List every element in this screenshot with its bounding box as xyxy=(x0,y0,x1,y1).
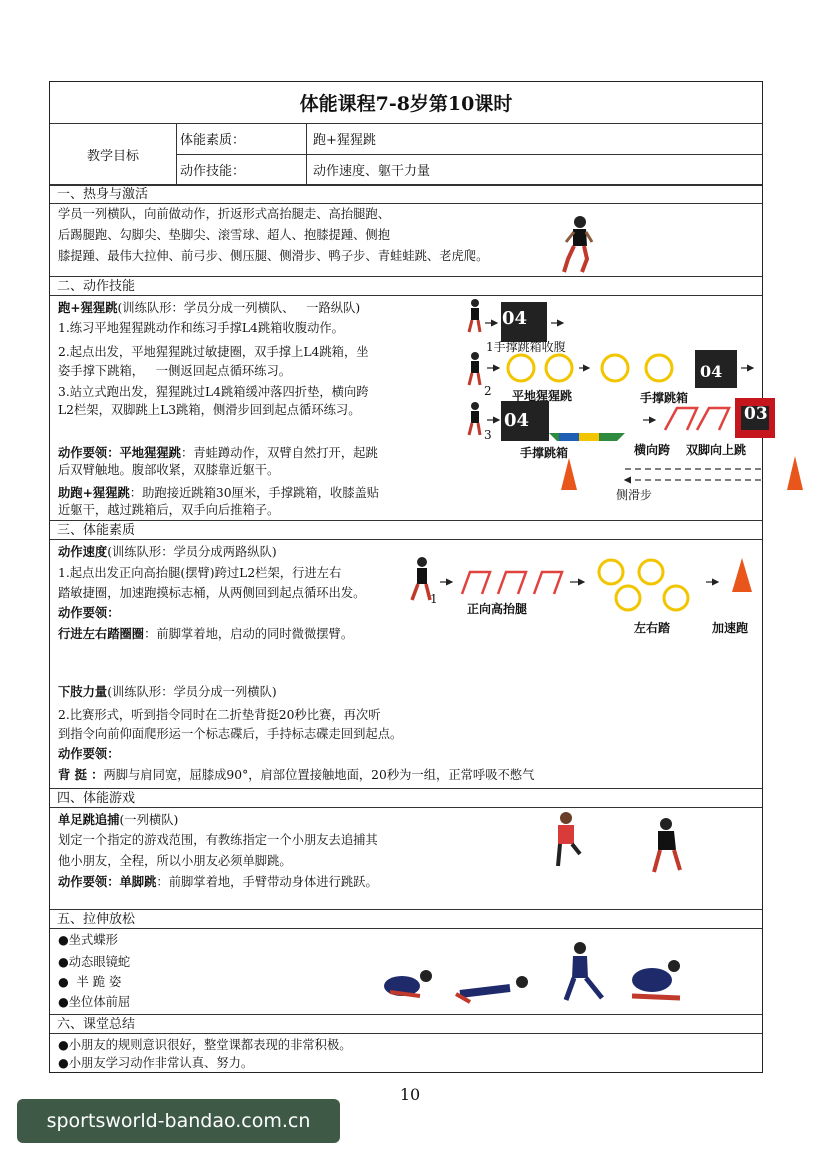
ring xyxy=(616,586,640,610)
cone-right xyxy=(787,456,803,490)
game-title: 单足跳追捕 xyxy=(58,812,120,827)
row2-box-label: 04 xyxy=(700,362,723,381)
game-line-1: 划定一个指定的游戏范围，有教练指定一个小朋友去追捕其 xyxy=(58,833,378,847)
speed-rest: (训练队形：学员分成两路纵队) xyxy=(107,545,277,559)
warmup-line-1: 学员一列横队，向前做动作，折返形式高抬腿走、高抬腿跑、 xyxy=(58,207,391,221)
cross-label: 横向跨 xyxy=(634,443,671,457)
slide-label: 侧滑步 xyxy=(616,488,653,502)
row2-handbox-label: 手撑跳箱 xyxy=(640,391,689,405)
page-title: 体能课程7-8岁第10课时 xyxy=(50,82,762,124)
skill-key-1-label: 动作要领：平地猩猩跳 xyxy=(58,445,181,460)
ring xyxy=(602,355,628,381)
speed-title: 动作速度 xyxy=(58,544,108,559)
row3-box-l3-label: 03 xyxy=(744,404,768,424)
section-summary-heading: 六、课堂总结 xyxy=(50,1014,762,1034)
power-key xyxy=(58,764,534,786)
row3-number: 3 xyxy=(484,428,492,442)
speed-cone xyxy=(732,558,752,592)
lr-step-label: 左右踏 xyxy=(634,621,671,635)
speed-line-1: 1.起点出发正向高抬腿(摆臂)跨过L2栏架，行进左右 xyxy=(58,566,342,580)
speed-intro xyxy=(58,541,277,563)
game-kids-figure xyxy=(550,810,690,882)
row2-kid-figure xyxy=(469,352,480,385)
fitness-value: 跑+猩猩跳 xyxy=(313,133,376,148)
skill-key-2-label: 助跑+猩猩跳 xyxy=(58,485,130,500)
game-key-text: ：前脚掌着地，手臂带动身体进行跳跃。 xyxy=(156,875,378,889)
row3-kid-figure xyxy=(469,402,480,435)
row3-box-label: 04 xyxy=(504,410,530,431)
power-line-1: 2.比赛形式，听到指令同时在二折垫背挺20秒比赛，再次听 xyxy=(58,708,381,722)
high-knee-label: 正向高抬腿 xyxy=(467,602,528,616)
hurdle xyxy=(697,408,729,430)
skill-intro-title: 跑+猩猩跳 xyxy=(58,300,118,315)
objectives-label: 教学目标 xyxy=(50,123,177,185)
game-rest: (一列横队) xyxy=(119,813,179,827)
stretch-item-4: ●坐位体前屈 xyxy=(58,995,131,1009)
speed-key-text: ：前脚掌着地，启动的同时微微摆臂。 xyxy=(144,627,354,641)
hurdle xyxy=(534,572,562,594)
lesson-plan-table xyxy=(49,81,768,1073)
speed-line-2: 踏敏捷圈，加速跑摸标志桶，从两侧回到起点循环出发。 xyxy=(58,586,366,600)
row1-caption: 1手撑跳箱收腹 xyxy=(486,340,566,354)
warmup-line-3: 膝提踵、最伟大拉伸、前弓步、侧压腿、侧滑步、鸭子步、青蛙蛙跳、老虎爬。 xyxy=(58,249,489,263)
page-number: 10 xyxy=(399,1085,421,1104)
skill-key-1-line2: 后双臂触地。腹部收紧，双膝靠近躯干。 xyxy=(58,463,280,477)
speed-key xyxy=(58,623,353,645)
summary-item-2: ●小朋友学习动作非常认真、努力。 xyxy=(58,1056,254,1070)
section-stretch-heading: 五、拉伸放松 xyxy=(50,909,762,929)
fitness-key: 体能素质： xyxy=(176,123,307,154)
speed-number: 1 xyxy=(430,592,438,606)
jump-up-label: 双脚向上跳 xyxy=(686,443,747,457)
skill-intro-rest: (训练队形：学员分成一列横队、 一路纵队) xyxy=(117,301,361,315)
skill-key: 动作技能： xyxy=(176,154,307,185)
objective-row-fitness xyxy=(176,123,762,155)
row2-number: 2 xyxy=(484,384,492,398)
power-key-line-label: 背 挺 ： xyxy=(58,767,104,782)
hurdle xyxy=(498,572,526,594)
skill-line-3: 姿手撑下跳箱， 一侧返回起点循环练习。 xyxy=(58,364,292,378)
section-warmup-heading: 一、热身与激活 xyxy=(50,184,762,204)
stretch-item-3: ● 半 跪 姿 xyxy=(58,975,122,989)
skill-key-1-text: ：青蛙蹲动作，双臂自然打开，起跳 xyxy=(180,446,378,460)
power-rest: (训练队形：学员分成一列横队) xyxy=(107,685,277,699)
skill-line-5: L2栏架，双脚跳上L3跳箱，侧滑步回到起点循环练习。 xyxy=(58,403,361,417)
speed-kid-figure xyxy=(412,557,430,600)
row1-box-label: 04 xyxy=(502,308,528,329)
stretch-item-2: ●动态眼镜蛇 xyxy=(58,955,131,969)
skill-intro xyxy=(58,297,360,319)
ring xyxy=(639,560,663,584)
speed-key-line: 行进左右踏圈圈 xyxy=(58,626,145,641)
warmup-line-2: 后踢腿跑、勾脚尖、垫脚尖、滚雪球、超人、抱膝提踵、侧抱 xyxy=(58,228,391,242)
sprint-label: 加速跑 xyxy=(712,621,749,635)
game-line-2: 他小朋友，全程，所以小朋友必须单脚跳。 xyxy=(58,854,292,868)
power-intro xyxy=(58,681,277,703)
flat-jump-label: 平地猩猩跳 xyxy=(512,389,573,403)
stretch-item-1: ●坐式蝶形 xyxy=(58,933,118,947)
section-skill-heading: 二、动作技能 xyxy=(50,276,762,296)
skill-line-4: 3.站立式跑出发，猩猩跳过L4跳箱缓冲落四折垫，横向跨 xyxy=(58,385,369,399)
game-key xyxy=(58,871,378,893)
power-key-line-text: 两脚与肩同宽，屈膝成90°，肩部位置接触地面，20秒为一组，正常呼吸不憋气 xyxy=(103,768,535,782)
objectives-block xyxy=(50,123,762,186)
ring xyxy=(599,560,623,584)
ring xyxy=(546,355,572,381)
skill-value: 动作速度、躯干力量 xyxy=(313,164,431,179)
power-key-label: 动作要领： xyxy=(58,746,120,761)
skill-key-2-text: ：助跑接近跳箱30厘米，手撑跳箱，收膝盖贴 xyxy=(129,486,380,500)
warmup-runner-figure xyxy=(560,214,596,276)
game-intro xyxy=(58,809,178,831)
row1-kid-figure xyxy=(469,299,480,332)
skill-key-2-line2: 近躯干，越过跳箱后，双手向后推箱子。 xyxy=(58,503,280,517)
ring xyxy=(646,355,672,381)
section-fitness-heading: 三、体能素质 xyxy=(50,520,762,540)
power-title: 下肢力量 xyxy=(58,684,108,699)
watermark-badge: sportsworld-bandao.com.cn xyxy=(17,1099,340,1143)
power-line-2: 到指令向前仰面爬形运一个标志碟后，手持标志碟走回到起点。 xyxy=(58,727,403,741)
hurdle xyxy=(665,408,697,430)
skill-line-1: 1.练习平地猩猩跳动作和练习手撑L4跳箱收腹动作。 xyxy=(58,321,344,335)
row3-handbox-label: 手撑跳箱 xyxy=(520,446,569,460)
summary-item-1: ●小朋友的规则意识很好，整堂课都表现的非常积极。 xyxy=(58,1038,352,1052)
objective-row-skill xyxy=(176,154,762,185)
section-game-heading: 四、体能游戏 xyxy=(50,788,762,808)
skill-line-2: 2.起点出发，平地猩猩跳过敏捷圈，双手撑上L4跳箱，坐 xyxy=(58,345,369,359)
cone-left xyxy=(561,458,577,490)
stretch-kids-figures xyxy=(380,936,690,1014)
game-key-label: 动作要领：单脚跳 xyxy=(58,874,157,889)
ring xyxy=(664,586,688,610)
ring xyxy=(508,355,534,381)
speed-key-label: 动作要领： xyxy=(58,605,120,620)
hurdle xyxy=(462,572,490,594)
